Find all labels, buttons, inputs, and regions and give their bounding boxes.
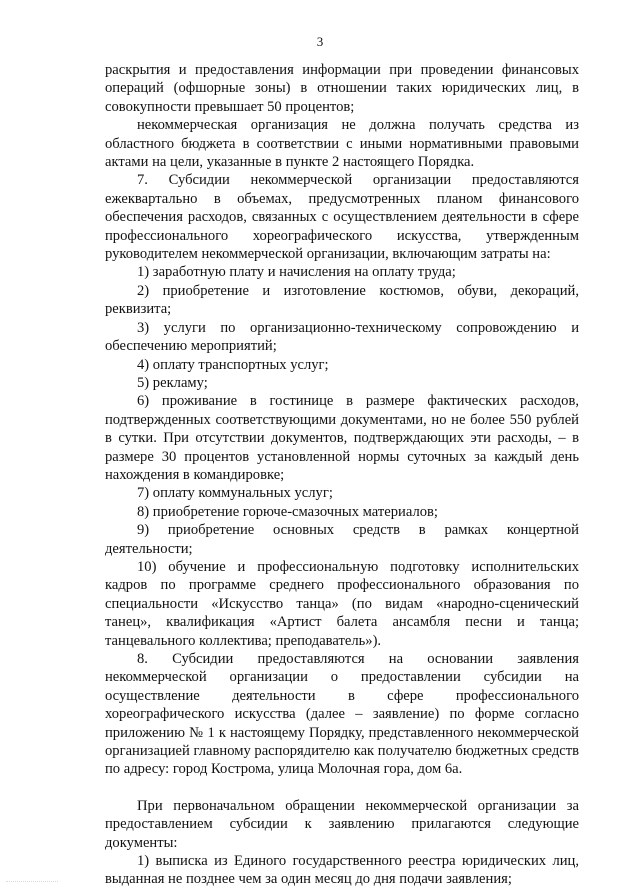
list-item-10: 10) обучение и профессиональную подготовку исполнительских кадров по программе среднего профессионального образования по специальности «Искусство танца» (по видам «народно-сценический танец», квалификация «Артист балета ансамбля песни и танца; танцевального коллектива; преподаватель»). [105, 558, 579, 649]
paragraph-clause-8: 8. Субсидии предоставляются на основании заявления некоммерческой организации о предоставлении субсидии на осуществление деятельности в сфере профессионального хореографического искусства (далее – заявление) по форме согласно приложению № 1 к настоящему Порядку, представленного некоммерческой организацией главному распорядителю как получателю бюджетных средств по адресу: город Кострома, улица Молочная гора, дом 6а. [105, 651, 579, 778]
paragraph-clause-7: 7. Субсидии некоммерческой организации предоставляются ежеквартально в объемах, предусмотренных планом финансового обеспечения расходов, связанных с осуществлением деятельности в сфере профессионального хореографического искусства, утвержденным руководителем некоммерческой организации, включающим затраты на: [105, 172, 579, 263]
document-list-item-1: 1) выписка из Единого государственного реестра юридических лиц, выданная не позднее чем за один месяц до дня подачи заявления; [105, 853, 579, 888]
list-item-6: 6) проживание в гостинице в размере фактических расходов, подтвержденных соответствующими документами, но не более 550 рублей в сутки. При отсутствии документов, подтверждающих эти расходы, – в размере 30 процентов установленной нормы суточных за каждый день нахождения в командировке; [105, 393, 579, 483]
list-item-5: 5) рекламу; [137, 374, 208, 391]
page-number: 3 [316, 34, 324, 49]
list-item-3: 3) услуги по организационно-техническому сопровождению и обеспечению мероприятий; [105, 319, 579, 355]
scan-edge-mark [6, 881, 58, 884]
list-item-2: 2) приобретение и изготовление костюмов, обуви, декораций, реквизита; [105, 282, 579, 318]
document-body [105, 61, 579, 889]
list-item-1: 1) заработную плату и начисления на оплату труда; [137, 264, 456, 281]
paragraph-first-application: При первоначальном обращении некоммерческой организации за предоставлением субсидии к заявлению прилагаются следующие документы: [105, 797, 579, 851]
list-item-4: 4) оплату транспортных услуг; [137, 356, 329, 373]
paragraph-offshore-continuation: раскрытия и предоставления информации при проведении финансовых операций (офшорные зоны) в отношении таких юридических лиц, в совокупности превышает 50 процентов; [105, 62, 579, 115]
list-item-8: 8) приобретение горюче-смазочных материалов; [137, 503, 438, 520]
paragraph-other-budget-funds: некоммерческая организация не должна получать средства из областного бюджета в соответствии с иными нормативными правовыми актами на цели, указанные в пункте 2 настоящего Порядка. [105, 117, 579, 171]
list-item-9: 9) приобретение основных средств в рамках концертной деятельности; [105, 522, 579, 557]
list-item-7: 7) оплату коммунальных услуг; [137, 485, 333, 502]
